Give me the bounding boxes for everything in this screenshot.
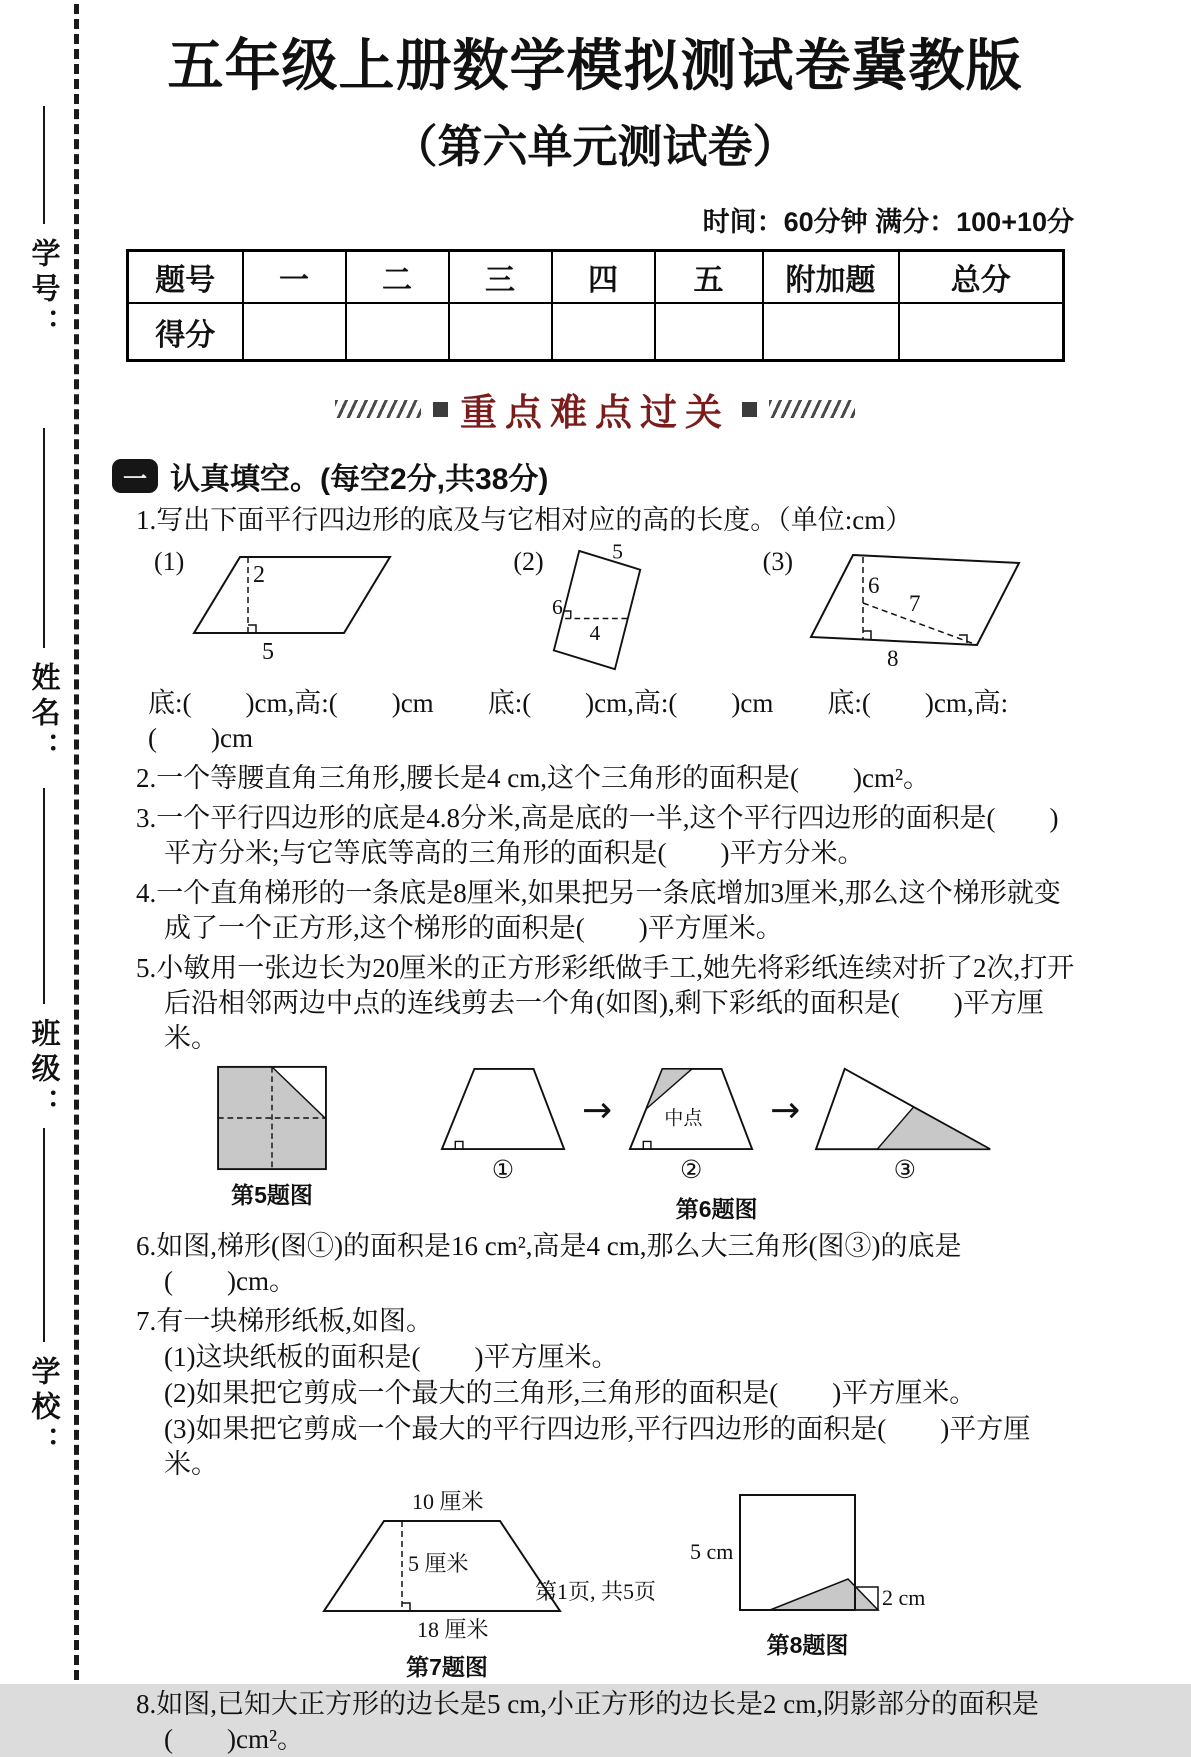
question-7: 7.有一块梯形纸板,如图。 bbox=[136, 1306, 433, 1337]
score-cell bbox=[763, 303, 899, 361]
question-4: 4.一个直角梯形的一条底是8厘米,如果把另一条底增加3厘米,那么这个梯形就变成了一个正方形,这个梯形的面积是( )平方厘米。 bbox=[136, 878, 1061, 944]
q8-figure-caption: 第8题图 bbox=[766, 1632, 849, 1659]
fig8-small-side-label: 2 cm bbox=[882, 1585, 926, 1611]
question-1-figures bbox=[154, 539, 1078, 677]
name-label: 姓名： bbox=[27, 662, 60, 767]
class-write-line bbox=[43, 788, 45, 1004]
question-5: 5.小敏用一张边长为20厘米的正方形彩纸做手工,她先将彩纸连续对折了2次,打开后沿相邻两边中点的连线剪去一个角(如图),剩下彩纸的面积是( )平方厘米。 bbox=[136, 953, 1075, 1054]
banner-hatch-right bbox=[769, 400, 855, 418]
parallelogram-1-diagram bbox=[192, 545, 397, 665]
page-footer: 第1页, 共5页 bbox=[534, 1579, 656, 1604]
header-cell-3: 三 bbox=[449, 251, 552, 303]
folded-paper-square-diagram bbox=[216, 1065, 328, 1171]
q7-figure-caption: 第7题图 bbox=[406, 1654, 488, 1681]
fig1-height-label: 2 bbox=[253, 562, 266, 589]
circle-2-label: ② bbox=[679, 1157, 703, 1185]
q6-figure-block bbox=[440, 1065, 993, 1224]
fig1-base-label: 5 bbox=[262, 639, 275, 666]
banner-square-right-icon bbox=[742, 402, 757, 417]
fig3-height-label: 6 bbox=[867, 573, 880, 599]
header-cell-2: 二 bbox=[346, 251, 449, 303]
q1-figure-3 bbox=[763, 545, 1036, 673]
parallelogram-2-diagram bbox=[551, 539, 659, 677]
score-cell bbox=[899, 303, 1064, 361]
question-5-6-figures bbox=[216, 1065, 1078, 1224]
class-field bbox=[20, 788, 68, 1123]
score-cell bbox=[552, 303, 655, 361]
q5-figure-caption: 第5题图 bbox=[231, 1182, 313, 1209]
student-id-field bbox=[20, 106, 68, 343]
circle-3-label: ③ bbox=[893, 1157, 917, 1185]
student-id-label: 学号： bbox=[27, 238, 60, 343]
question-1-answer-blanks: 底:( )cm,高:( )cm 底:( )cm,高:( )cm 底:( )cm,高:( )cm bbox=[148, 688, 1009, 754]
q1-figure-1 bbox=[154, 545, 397, 665]
question-7-sub-2: (2)如果把它剪成一个最大的三角形,三角形的面积是( )平方厘米。 bbox=[164, 1378, 977, 1409]
school-write-line bbox=[43, 1128, 45, 1342]
q1-figure-2-label: (2) bbox=[513, 547, 544, 577]
score-cell bbox=[449, 303, 552, 361]
header-cell-4: 四 bbox=[552, 251, 655, 303]
score-table-header-row bbox=[128, 251, 1064, 303]
trapezoid-board-diagram bbox=[322, 1491, 572, 1643]
fig3-base-label: 8 bbox=[886, 646, 899, 672]
q6-figure-row bbox=[440, 1065, 993, 1185]
school-label: 学校： bbox=[27, 1356, 60, 1461]
header-cell-total: 总分 bbox=[899, 251, 1064, 303]
header-cell-tihao: 题号 bbox=[128, 251, 243, 303]
section-number-badge: 一 bbox=[112, 459, 158, 493]
fold-arrow-icon: → bbox=[770, 1090, 801, 1132]
trapezoid-1-block bbox=[440, 1065, 566, 1185]
time-info: 时间：60分钟 满分：100+10分 bbox=[702, 207, 1074, 238]
question-8: 8.如图,已知大正方形的边长是5 cm,小正方形的边长是2 cm,阴影部分的面积是( )cm²。 bbox=[136, 1689, 1039, 1755]
question-7-sub-3: (3)如果把它剪成一个最大的平行四边形,平行四边形的面积是( )平方厘米。 bbox=[164, 1414, 1031, 1480]
school-field bbox=[20, 1128, 68, 1461]
main-content bbox=[112, 0, 1078, 1757]
fig2-side-label: 6 bbox=[551, 595, 563, 620]
question-3: 3.一个平行四边形的底是4.8分米,高是底的一半,这个平行四边形的面积是( )平方分米;与它等底等高的三角形的面积是( )平方分米。 bbox=[136, 803, 1059, 869]
trapezoid-2-block bbox=[628, 1065, 754, 1185]
score-table-score-row bbox=[128, 303, 1064, 361]
page-subtitle: （第六单元测试卷） bbox=[392, 121, 798, 173]
score-cell bbox=[655, 303, 763, 361]
score-label-cell: 得分 bbox=[128, 303, 243, 361]
midpoint-label: 中点 bbox=[664, 1108, 703, 1130]
header-cell-5: 五 bbox=[655, 251, 763, 303]
section-title: 认真填空。(每空2分,共38分) bbox=[170, 463, 549, 497]
banner-title: 重点难点过关 bbox=[460, 392, 730, 434]
fig7-base-label: 18 厘米 bbox=[417, 1617, 489, 1643]
question-1: 1.写出下面平行四边形的底及与它相对应的高的长度。（单位:cm） bbox=[136, 505, 913, 536]
header-cell-bonus: 附加题 bbox=[763, 251, 899, 303]
q1-figure-1-label: (1) bbox=[154, 547, 185, 577]
fig2-top-label: 5 bbox=[611, 539, 623, 564]
page-title: 五年级上册数学模拟测试卷冀教版 bbox=[167, 34, 1023, 97]
trapezoid-1-diagram bbox=[440, 1065, 566, 1153]
triangle-3-block bbox=[816, 1065, 993, 1185]
score-cell bbox=[243, 303, 346, 361]
banner bbox=[112, 382, 1078, 436]
score-cell bbox=[346, 303, 449, 361]
name-field bbox=[20, 428, 68, 767]
trapezoid-2-diagram bbox=[628, 1065, 754, 1153]
section-1-header bbox=[112, 454, 1078, 498]
circle-1-label: ① bbox=[491, 1157, 515, 1185]
score-table bbox=[126, 249, 1065, 362]
q5-figure-block bbox=[216, 1065, 328, 1210]
banner-square-left-icon bbox=[433, 402, 448, 417]
question-6: 6.如图,梯形(图①)的面积是16 cm²,高是4 cm,那么大三角形(图③)的底是( )cm。 bbox=[136, 1231, 962, 1297]
fold-arrow-icon: → bbox=[582, 1090, 613, 1132]
banner-hatch-left bbox=[335, 400, 421, 418]
name-write-line bbox=[43, 428, 45, 648]
binding-dashed-line bbox=[74, 4, 79, 1680]
fig8-big-side-label: 5 cm bbox=[690, 1539, 734, 1565]
parallelogram-3-diagram bbox=[801, 545, 1036, 673]
fig3-diagonal-label: 7 bbox=[908, 591, 921, 617]
q1-figure-2 bbox=[513, 539, 658, 677]
triangle-3-diagram bbox=[816, 1065, 993, 1153]
student-id-write-line bbox=[43, 106, 45, 224]
q6-figure-caption: 第6题图 bbox=[675, 1196, 758, 1223]
fig7-top-label: 10 厘米 bbox=[412, 1489, 484, 1515]
question-2: 2.一个等腰直角三角形,腰长是4 cm,这个三角形的面积是( )cm²。 bbox=[136, 763, 931, 794]
question-7-sub-1: (1)这块纸板的面积是( )平方厘米。 bbox=[164, 1342, 619, 1373]
header-cell-1: 一 bbox=[243, 251, 346, 303]
fig2-height-label: 4 bbox=[589, 621, 600, 646]
fig7-height-label: 5 厘米 bbox=[408, 1551, 469, 1577]
q1-figure-3-label: (3) bbox=[762, 547, 793, 577]
class-label: 班级： bbox=[27, 1018, 60, 1123]
